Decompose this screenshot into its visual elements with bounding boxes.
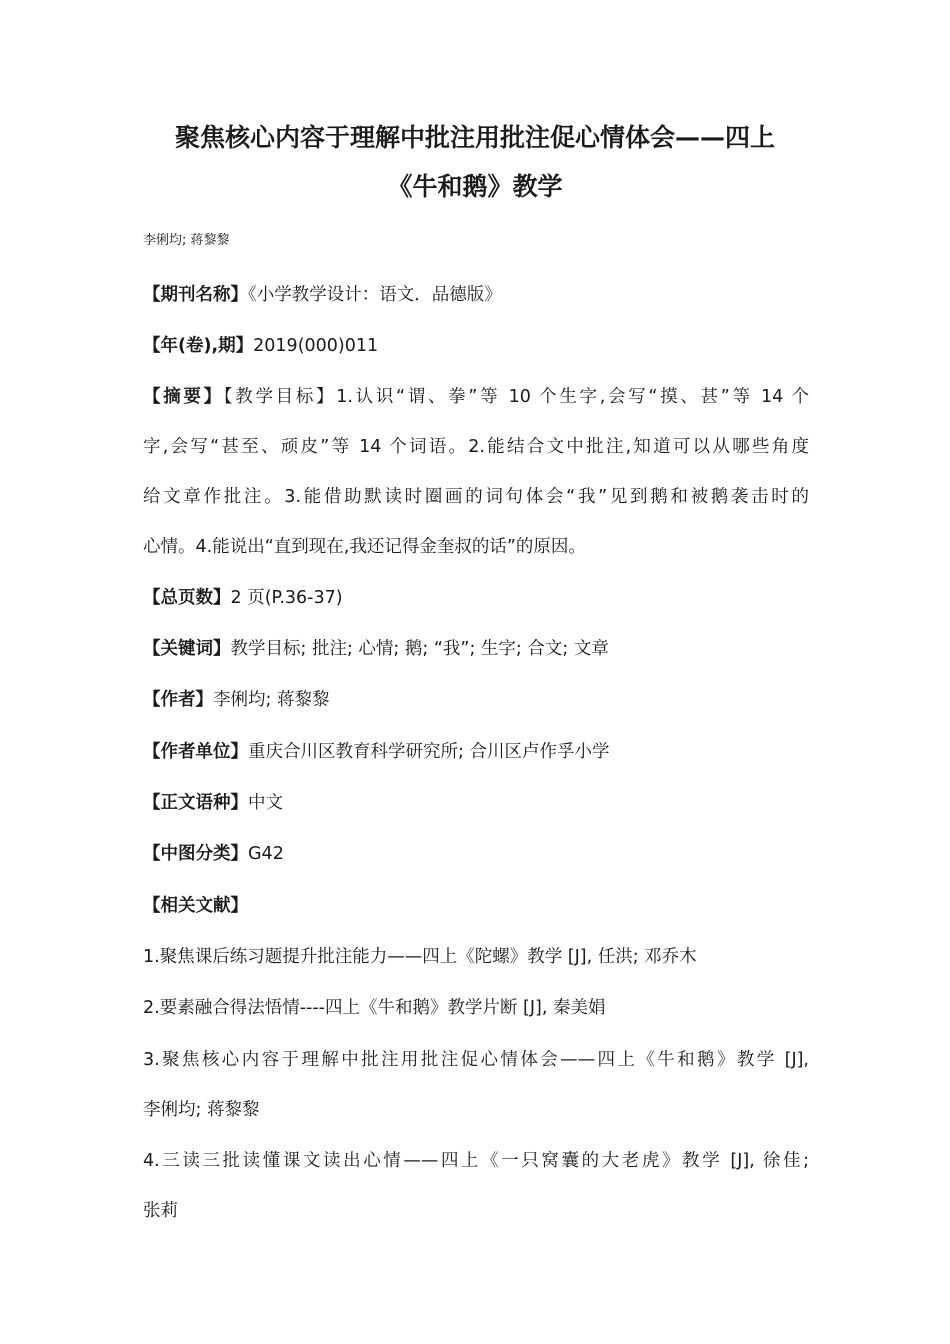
year-volume-issue-value: 2019(000)011 xyxy=(253,336,379,356)
authors-value: 李俐均; 蒋黎黎 xyxy=(213,690,330,710)
year-volume-issue-label: 【年(卷),期】 xyxy=(143,336,254,356)
journal-label: 【期刊名称】 xyxy=(143,285,248,305)
abstract-line-1 xyxy=(143,384,809,410)
reference-item-4-line-1: 4.三读三批读懂课文读出心情——四上《一只窝囊的大老虎》教学 [J], 徐佳; xyxy=(143,1151,809,1171)
reference-item-1: 1.聚焦课后练习题提升批注能力——四上《陀螺》教学 [J], 任洪; 邓乔木 xyxy=(143,947,697,967)
language-row xyxy=(143,790,809,816)
total-pages-label: 【总页数】 xyxy=(143,588,231,608)
total-pages-row xyxy=(143,585,809,611)
reference-item-3-line-2: 李俐均; 蒋黎黎 xyxy=(143,1100,260,1120)
authors-byline: 李俐均; 蒋黎黎 xyxy=(143,233,230,248)
reference-item-3-line-1: 3.聚焦核心内容于理解中批注用批注促心情体会——四上《牛和鹅》教学 [J], xyxy=(143,1050,809,1070)
journal-value: 《小学教学设计：语文．品德版》 xyxy=(248,285,502,305)
year-volume-issue-row xyxy=(143,333,809,359)
abstract-line-2: 字,会写“甚至、顽皮”等 14 个词语。2.能结合文中批注,知道可以从哪些角度 xyxy=(143,437,809,457)
classification-row xyxy=(143,841,809,867)
journal-row xyxy=(143,282,809,308)
affiliation-label: 【作者单位】 xyxy=(143,742,248,762)
affiliation-row xyxy=(143,739,809,765)
language-label: 【正文语种】 xyxy=(143,793,248,813)
total-pages-value: 2 页(P.36-37) xyxy=(230,588,343,608)
reference-item-2: 2.要素融合得法悟情----四上《牛和鹅》教学片断 [J], 秦美娟 xyxy=(143,998,606,1018)
abstract-label: 【摘要】 xyxy=(143,387,224,407)
abstract-text-1: 【教学目标】1.认识“谓、拳”等 10 个生字,会写“摸、甚”等 14 个 xyxy=(223,387,810,407)
keywords-row xyxy=(143,636,809,662)
keywords-label: 【关键词】 xyxy=(143,639,231,659)
language-value: 中文 xyxy=(248,793,283,813)
classification-label: 【中图分类】 xyxy=(143,844,248,864)
document-title-line-2: 《牛和鹅》教学 xyxy=(387,172,563,201)
keywords-value: 教学目标; 批注; 心情; 鹅; “我”; 生字; 合文; 文章 xyxy=(230,639,609,659)
authors-label: 【作者】 xyxy=(143,690,213,710)
classification-value: G42 xyxy=(248,844,284,864)
references-heading: 【相关文献】 xyxy=(143,896,248,916)
abstract-line-4: 心情。4.能说出“直到现在,我还记得金奎叔的话”的原因。 xyxy=(143,537,586,557)
authors-row xyxy=(143,687,809,713)
reference-item-4-line-2: 张莉 xyxy=(143,1201,178,1221)
abstract-line-3: 给文章作批注。3.能借助默读时圈画的词句体会“我”见到鹅和被鹅袭击时的 xyxy=(143,487,809,507)
document-title-line-1: 聚焦核心内容于理解中批注用批注促心情体会——四上 xyxy=(174,123,775,152)
affiliation-value: 重庆合川区教育科学研究所; 合川区卢作孚小学 xyxy=(248,742,610,762)
